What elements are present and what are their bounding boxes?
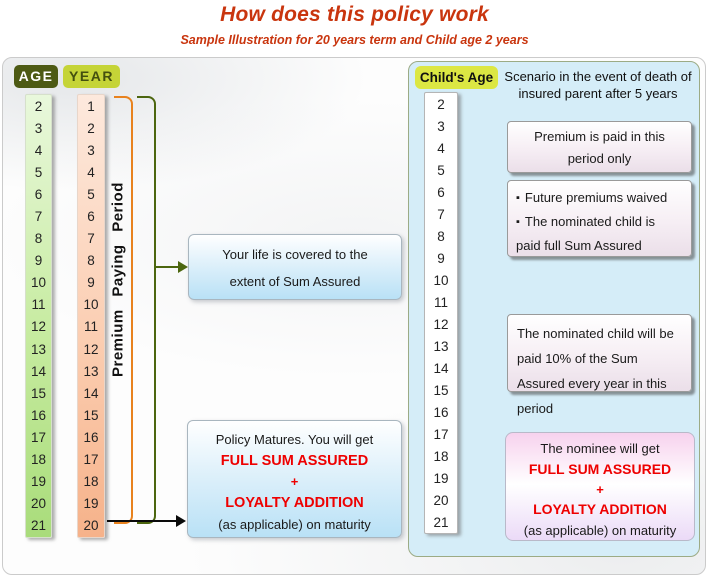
year-cell: 16 bbox=[83, 429, 99, 445]
scenario-line2: insured parent after 5 years bbox=[518, 85, 678, 101]
age-cell: 10 bbox=[30, 275, 47, 291]
maturity-outro: (as applicable) on maturity bbox=[218, 517, 371, 532]
child-age-cell: 13 bbox=[433, 338, 449, 354]
maturity-plus: + bbox=[290, 474, 299, 489]
age-cell: 3 bbox=[34, 120, 43, 136]
age-cell: 7 bbox=[34, 209, 43, 225]
child-age-cell: 18 bbox=[433, 448, 449, 464]
age-cell: 21 bbox=[30, 518, 47, 534]
age-cell: 8 bbox=[34, 231, 43, 247]
nominee-outro: (as applicable) on maturity bbox=[523, 523, 677, 538]
age-cell: 20 bbox=[30, 496, 47, 512]
income-benefit-callout: The nominated child will be paid 10% of the Sum Assured every year in this period bbox=[507, 314, 692, 392]
age-cell: 6 bbox=[34, 186, 43, 202]
year-cell: 20 bbox=[83, 518, 99, 534]
age-column-header: AGE bbox=[14, 65, 58, 88]
year-cell: 3 bbox=[87, 142, 95, 158]
nominee-benefit-loyalty: LOYALTY ADDITION bbox=[533, 501, 667, 517]
life-cover-line2: extent of Sum Assured bbox=[229, 274, 361, 289]
age-cell: 12 bbox=[30, 319, 47, 335]
nominee-benefit-sum-assured: FULL SUM ASSURED bbox=[528, 461, 672, 477]
premium-paying-period-label: Premium Paying Period bbox=[109, 182, 127, 378]
scenario-line1: Scenario in the event of death of bbox=[504, 69, 692, 84]
premium-paid-line2: period only bbox=[567, 151, 632, 166]
child-age-cell: 10 bbox=[433, 272, 449, 288]
age-cell: 4 bbox=[34, 142, 43, 158]
year-cell: 14 bbox=[83, 385, 99, 401]
nominee-maturity-callout bbox=[505, 432, 695, 541]
year-cell: 1 bbox=[87, 98, 95, 114]
child-age-cell: 9 bbox=[437, 250, 445, 266]
bullet-icon: ▪ bbox=[516, 192, 520, 204]
child-age-cell: 12 bbox=[433, 316, 449, 332]
age-cell: 11 bbox=[31, 297, 46, 313]
nominee-plus: + bbox=[596, 482, 604, 497]
maturity-benefit-sum-assured: FULL SUM ASSURED bbox=[220, 453, 369, 469]
year-cell: 11 bbox=[83, 319, 98, 335]
maturity-benefit-loyalty: LOYALTY ADDITION bbox=[225, 495, 364, 511]
child-age-cell: 8 bbox=[437, 228, 445, 244]
age-cell: 17 bbox=[30, 429, 47, 445]
age-column bbox=[25, 94, 52, 538]
age-cell: 14 bbox=[30, 363, 47, 379]
year-cell: 9 bbox=[87, 275, 95, 291]
child-age-column bbox=[424, 92, 458, 534]
death-benefit-callout bbox=[507, 180, 692, 257]
year-column-header: YEAR bbox=[63, 65, 120, 88]
age-cell: 13 bbox=[30, 341, 47, 357]
child-age-cell: 17 bbox=[433, 426, 449, 442]
age-cell: 16 bbox=[30, 407, 47, 423]
death-benefit-item1: ▪ Future premiums waived bbox=[516, 190, 668, 205]
year-cell: 18 bbox=[83, 474, 99, 490]
year-cell: 17 bbox=[83, 452, 99, 468]
year-cell: 6 bbox=[87, 209, 95, 225]
age-cell: 5 bbox=[34, 164, 43, 180]
year-cell: 19 bbox=[83, 496, 99, 512]
child-age-cell: 7 bbox=[437, 206, 445, 222]
year-cell: 7 bbox=[87, 231, 95, 247]
year-cell: 10 bbox=[83, 297, 99, 313]
maturity-intro: Policy Matures. You will get bbox=[215, 432, 374, 447]
child-age-column-header: Child's Age bbox=[415, 66, 498, 89]
child-age-cell: 16 bbox=[433, 404, 449, 420]
year-cell: 13 bbox=[83, 363, 99, 379]
child-age-cell: 5 bbox=[437, 162, 445, 178]
age-cell: 19 bbox=[30, 474, 47, 490]
year-column bbox=[77, 94, 105, 538]
death-benefit-item2: ▪ The nominated child is paid full Sum Assured bbox=[516, 214, 655, 253]
year-cell: 4 bbox=[87, 164, 95, 180]
page-subtitle: Sample Illustration for 20 years term and Child age 2 years bbox=[180, 33, 529, 47]
age-cell: 2 bbox=[34, 98, 43, 114]
age-cell: 15 bbox=[30, 385, 47, 401]
child-age-cell: 19 bbox=[433, 470, 449, 486]
year-cell: 2 bbox=[87, 120, 95, 136]
scenario-heading bbox=[498, 69, 698, 102]
child-age-cell: 20 bbox=[433, 492, 449, 508]
child-age-cell: 15 bbox=[433, 382, 449, 398]
premium-paid-line1: Premium is paid in this bbox=[534, 129, 665, 144]
child-age-cell: 21 bbox=[433, 514, 449, 530]
nominee-intro: The nominee will get bbox=[540, 441, 660, 456]
age-cell: 18 bbox=[30, 452, 47, 468]
child-age-cell: 3 bbox=[437, 118, 445, 134]
year-cell: 12 bbox=[83, 341, 99, 357]
child-age-cell: 6 bbox=[437, 184, 445, 200]
year-cell: 15 bbox=[83, 407, 99, 423]
child-age-cell: 11 bbox=[433, 294, 448, 310]
premium-paid-callout bbox=[507, 121, 692, 173]
page-title: How does this policy work bbox=[220, 3, 489, 26]
year-cell: 5 bbox=[87, 186, 95, 202]
age-cell: 9 bbox=[34, 253, 43, 269]
maturity-callout bbox=[187, 420, 402, 538]
child-age-cell: 4 bbox=[437, 140, 445, 156]
bullet-icon: ▪ bbox=[516, 216, 520, 228]
child-age-cell: 14 bbox=[433, 360, 449, 376]
child-age-cell: 2 bbox=[437, 96, 445, 112]
life-cover-callout bbox=[188, 234, 402, 300]
year-cell: 8 bbox=[87, 253, 95, 269]
life-cover-line1: Your life is covered to the bbox=[222, 247, 368, 262]
